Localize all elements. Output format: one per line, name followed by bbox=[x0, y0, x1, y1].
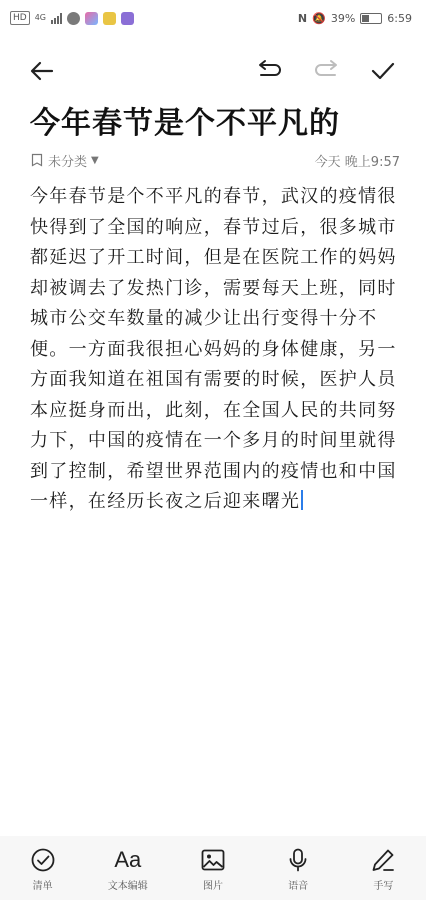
handwriting-button[interactable] bbox=[348, 845, 418, 892]
text-cursor bbox=[301, 490, 303, 510]
app-icon-colorful bbox=[85, 12, 98, 25]
bookmark-icon bbox=[30, 153, 44, 167]
battery-percent: 39% bbox=[330, 11, 356, 25]
nfc-icon: N bbox=[297, 11, 308, 25]
back-arrow-icon bbox=[28, 57, 56, 85]
back-button[interactable] bbox=[25, 54, 59, 88]
note-title[interactable]: 今年春节是个不平凡的 bbox=[30, 106, 340, 141]
app-icon-yellow bbox=[103, 12, 116, 25]
mute-icon: 🔕 bbox=[312, 11, 326, 25]
note-meta bbox=[30, 150, 400, 170]
check-icon bbox=[369, 57, 397, 85]
undo-icon bbox=[255, 57, 283, 85]
status-bar bbox=[0, 0, 426, 36]
undo-button[interactable] bbox=[252, 54, 286, 88]
note-timestamp: 今天 晚上9:57 bbox=[314, 154, 400, 170]
app-icon-purple bbox=[121, 12, 134, 25]
wechat-icon bbox=[67, 12, 80, 25]
checklist-button[interactable] bbox=[8, 845, 78, 892]
status-left bbox=[10, 11, 134, 25]
redo-icon bbox=[313, 57, 341, 85]
network-type: 4G bbox=[34, 13, 46, 22]
battery-icon bbox=[360, 13, 382, 24]
text-format-label: 文本编辑 bbox=[107, 880, 148, 892]
chevron-down-icon: ▼ bbox=[91, 154, 99, 166]
signal-icon bbox=[51, 13, 62, 24]
image-button[interactable] bbox=[178, 845, 248, 892]
bottom-toolbar bbox=[0, 836, 426, 900]
image-label: 图片 bbox=[202, 880, 223, 892]
status-time: 6:59 bbox=[387, 11, 412, 25]
status-right bbox=[298, 12, 412, 25]
voice-label: 语音 bbox=[288, 880, 309, 892]
voice-button[interactable] bbox=[263, 845, 333, 892]
handwriting-label: 手写 bbox=[373, 880, 394, 892]
note-content-editor[interactable] bbox=[30, 182, 398, 518]
editor-toolbar bbox=[0, 48, 426, 92]
checklist-label: 清单 bbox=[32, 880, 53, 892]
text-format-icon: Aa bbox=[114, 846, 142, 872]
note-content: 今年春节是个不平凡的春节，武汉的疫情很快得到了全国的响应，春节过后，很多城市都延迟了开工时间，但是在医院工作的妈妈却被调去了发热门诊，需要每天上班，同时城市公交车数量的减少让出行变得十分不便。一方面我很担心妈妈的身体健康，另一方面我知道在祖国有需要的时候，医护人员本应挺身而出，此刻，在全国人民的共同努力下，中国的疫情在一个多月的时间里就得到了控制，希望世界范围内的疫情也和中国一样，在经历长夜之后迎来曙光 bbox=[30, 186, 397, 512]
done-button[interactable] bbox=[366, 54, 400, 88]
handwriting-icon bbox=[370, 847, 396, 873]
hd-badge: HD bbox=[10, 11, 30, 25]
image-icon bbox=[200, 847, 226, 873]
redo-button[interactable] bbox=[310, 54, 344, 88]
text-format-button[interactable] bbox=[93, 845, 163, 892]
checklist-icon bbox=[30, 847, 56, 873]
category-label: 未分类 bbox=[48, 154, 88, 170]
category-selector[interactable] bbox=[30, 151, 99, 170]
microphone-icon bbox=[285, 847, 311, 873]
